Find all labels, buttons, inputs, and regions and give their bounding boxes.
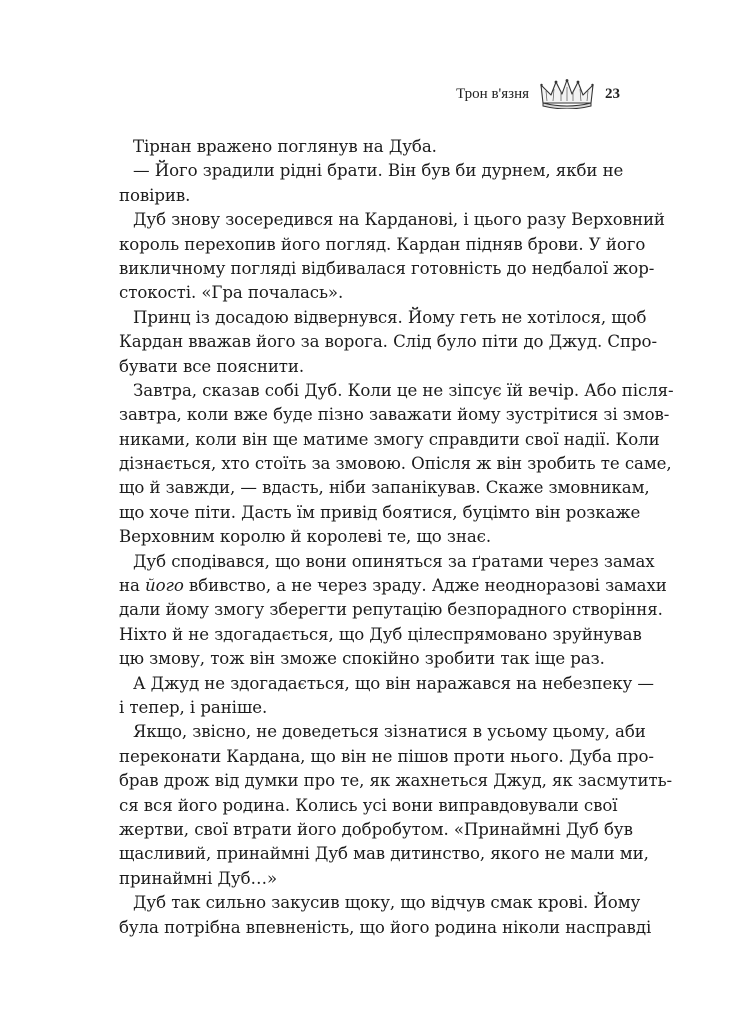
text-line: дали йому змогу зберегти репутацію безпорадного створіння. [119,600,663,620]
text-line: принаймні Дуб…» [119,868,278,888]
paragraph [119,720,673,891]
text-line: Ніхто й не здогадається, що Дуб цілеспрямовано зруйнував [119,624,642,644]
paragraph [119,135,616,159]
text-line: Кардан вважав його за ворога. Слід було піти до Джуд. Спро- [119,332,657,352]
text-line: Тірнан вражено поглянув на Дуба. [133,137,437,156]
text-line: Принц із досадою відвернувся. Йому геть не хотілося, щоб [133,307,647,327]
page-number: 23 [605,85,620,102]
text-line: переконати Кардана, що він не пішов проти нього. Дуба про- [119,746,654,766]
emphasis: його [145,576,184,596]
text-line: і тепер, і раніше. [119,697,268,717]
paragraph [119,550,667,672]
text-line: завтра, коли вже буде пізно заважати йому зустрітися зі змов- [119,405,670,425]
text-line: — Його зрадили рідні брати. Він був би дурнем, якби не [133,161,624,181]
text-line: на його вбивство, а не через зраду. Адже неодноразові замахи [119,576,667,596]
text-line: Дуб сподівався, що вони опиняться за ґратами через замах [133,551,655,571]
crown-icon [539,79,595,109]
text-line: жертви, свої втрати його добробутом. «Принаймні Дуб був [119,819,633,839]
text-line: Дуб знову зосередився на Кардановi, і цього разу Верховний [133,210,665,230]
paragraph [119,379,674,550]
text-line: брав дрож від думки про те, як жахнеться Джуд, як засмутить- [119,771,673,791]
paragraph [119,672,654,721]
running-title: Трон в'язня [456,85,529,102]
text-line: Завтра, сказав собі Дуб. Коли це не зіпсує їй вечір. Або після- [133,380,674,400]
text-line: була потрібна впевненість, що його родина ніколи насправді [119,917,652,937]
page-text-body [119,135,674,940]
paragraph [119,159,624,208]
text-line: що й завжди, — вдасть, ніби запанікував. Скаже змовникам, [119,478,650,498]
paragraph [119,306,657,379]
text-line: цю змову, тож він зможе спокійно зробити так іще раз. [119,649,605,669]
text-line: Верховним королю й королеві те, що знає. [119,527,492,547]
text-line: дізнається, хто стоїть за змовою. Опісля ж він зробить те саме, [119,454,672,474]
text-line: ся вся його родина. Колись усі вони виправдовували свої [119,795,618,815]
text-line: король перехопив його погляд. Кардан підняв брови. У його [119,234,646,254]
paragraph [119,208,665,306]
paragraph [119,891,652,940]
text-line: щасливий, принаймні Дуб мав дитинство, якого не мали ми, [119,844,649,864]
text-line: бувати все пояснити. [119,356,305,376]
page-header [456,76,620,112]
text-line: стокості. «Гра почалась». [119,283,344,303]
text-line: що хоче піти. Дасть їм привід боятися, буцімто він розкаже [119,502,641,522]
text-line: повірив. [119,185,191,205]
text-line: Якщо, звісно, не доведеться зізнатися в усьому цьому, аби [133,722,646,742]
text-line: Дуб так сильно закусив щоку, що відчув смак крові. Йому [133,893,641,913]
text-line: никами, коли він ще матиме змогу справдити свої надії. Коли [119,429,660,449]
text-line: викличному погляді відбивалася готовність до недбалої жор- [119,258,655,278]
text-line: А Джуд не здогадається, що він наражався на небезпеку — [133,673,654,693]
